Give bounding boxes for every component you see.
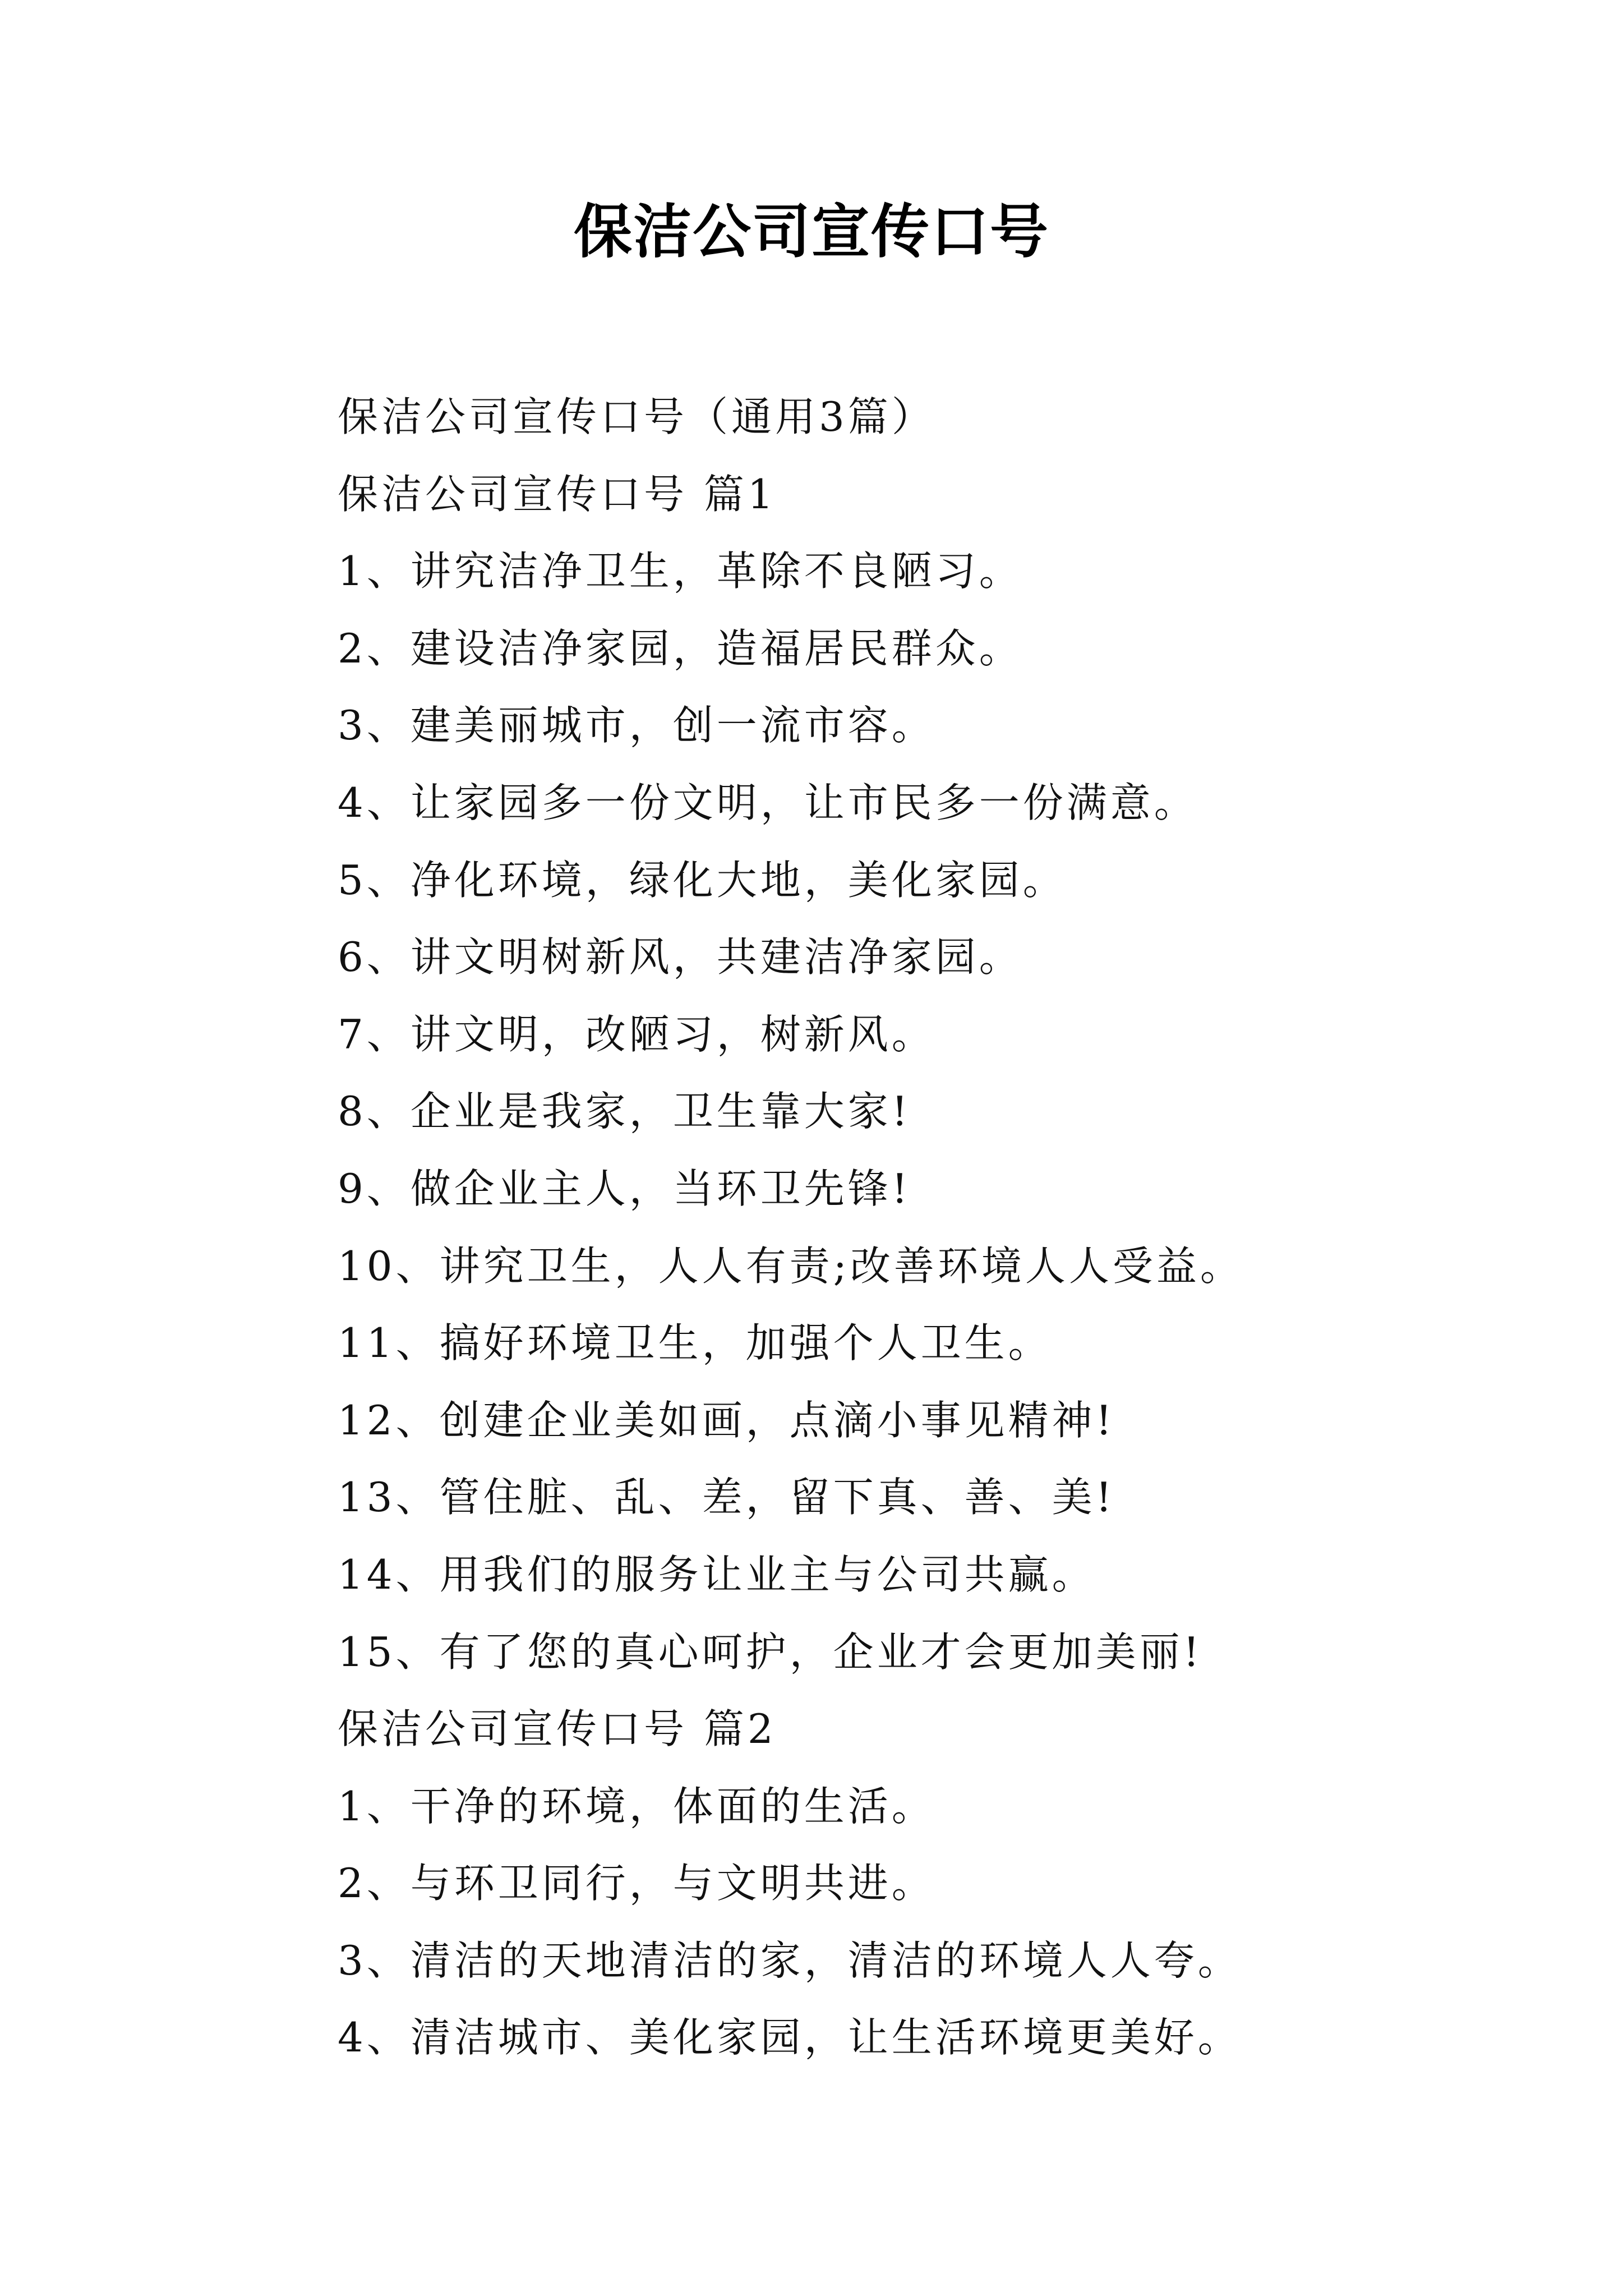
document-title: 保洁公司宣传口号 — [573, 197, 1049, 266]
slogan-item: 10、讲究卫生，人人有责;改善环境人人受益。 — [338, 1242, 1244, 1290]
slogan-item: 8、企业是我家，卫生靠大家! — [338, 1088, 911, 1135]
slogan-item: 2、与环卫同行，与文明共进。 — [338, 1860, 935, 1907]
section-heading-1: 保洁公司宣传口号 篇1 — [338, 470, 777, 518]
slogan-item: 3、清洁的天地清洁的家，清洁的环境人人夸。 — [338, 1936, 1242, 1984]
slogan-item: 11、搞好环境卫生，加强个人卫生。 — [338, 1319, 1052, 1367]
slogan-item: 15、有了您的真心呵护，企业才会更加美丽! — [338, 1628, 1203, 1676]
slogan-item: 13、管住脏、乱、差，留下真、善、美! — [338, 1474, 1115, 1521]
doc-subtitle: 保洁公司宣传口号（通用3篇） — [338, 393, 935, 440]
slogan-item: 4、让家园多一份文明，让市民多一份满意。 — [338, 779, 1198, 826]
slogan-item: 3、建美丽城市，创一流市容。 — [338, 702, 935, 749]
slogan-item: 7、讲文明，改陋习，树新风。 — [338, 1010, 935, 1058]
slogan-item: 1、干净的环境，体面的生活。 — [338, 1782, 935, 1830]
slogan-item: 12、创建企业美如画，点滴小事见精神! — [338, 1396, 1115, 1444]
slogan-item: 2、建设洁净家园，造福居民群众。 — [338, 624, 1023, 672]
slogan-item: 6、讲文明树新风，共建洁净家园。 — [338, 933, 1023, 981]
document-body — [338, 379, 1459, 2077]
slogan-item: 5、净化环境，绿化大地，美化家园。 — [338, 856, 1067, 904]
slogan-item: 4、清洁城市、美化家园，让生活环境更美好。 — [338, 2014, 1242, 2062]
slogan-item: 14、用我们的服务让业主与公司共赢。 — [338, 1550, 1096, 1598]
slogan-item: 1、讲究洁净卫生，革除不良陋习。 — [338, 547, 1023, 595]
slogan-item: 9、做企业主人，当环卫先锋! — [338, 1165, 911, 1212]
section-heading-2: 保洁公司宣传口号 篇2 — [338, 1705, 777, 1753]
